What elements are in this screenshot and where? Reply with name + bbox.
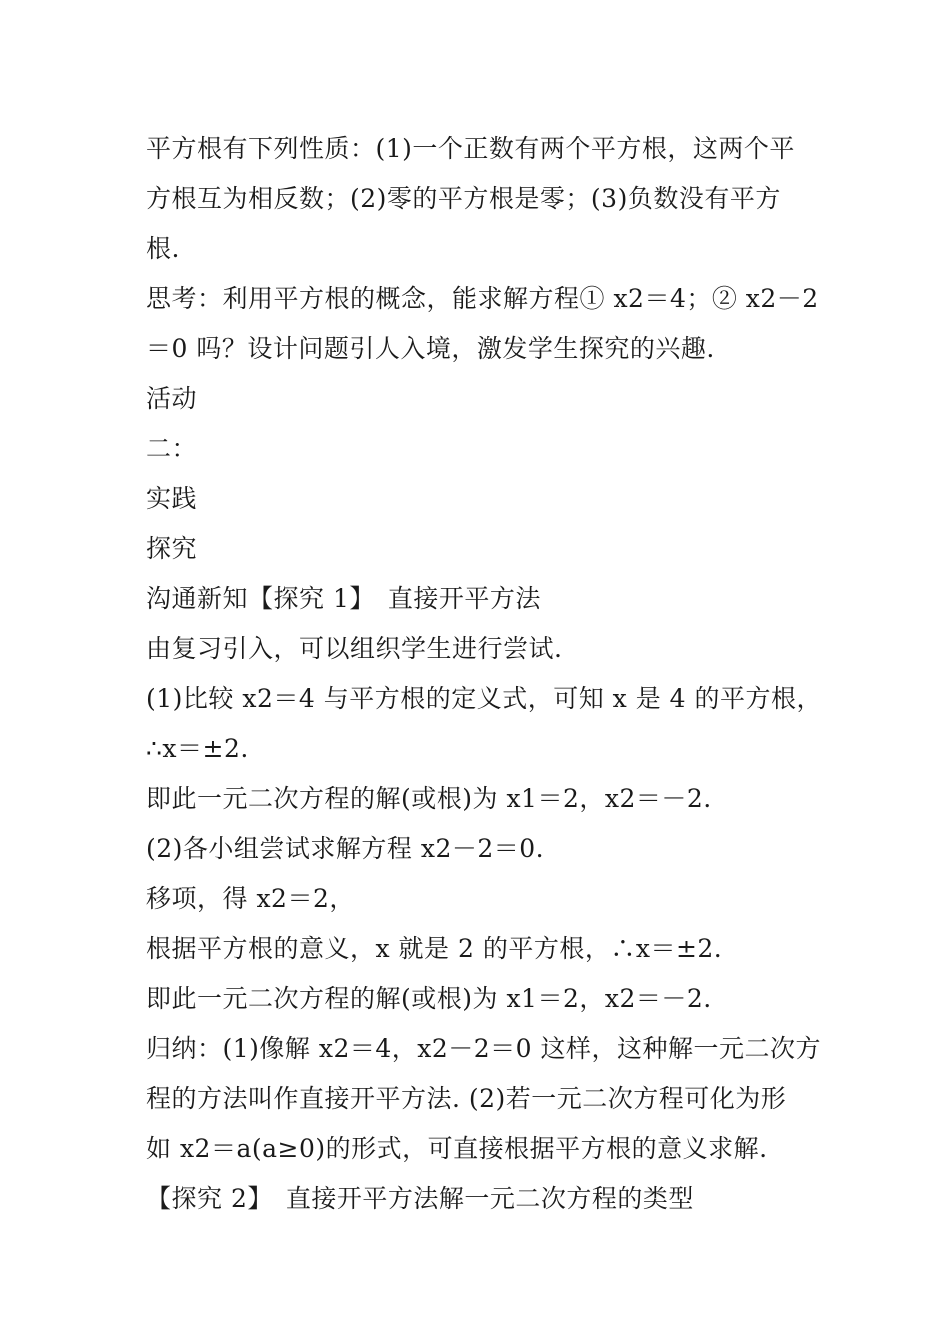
- text-line: ∴x＝±2.: [146, 734, 249, 763]
- text-line: 即此一元二次方程的解(或根)为 x1＝2，x2＝－2.: [146, 784, 712, 813]
- section-heading: 沟通新知【探究 1】 直接开平方法: [146, 584, 541, 613]
- text-line: 由复习引入，可以组织学生进行尝试.: [146, 634, 563, 663]
- section-label: 实践: [146, 484, 198, 513]
- text-line: 如 x2＝a(a≥0)的形式，可直接根据平方根的意义求解.: [146, 1134, 768, 1163]
- text-line: 移项，得 x2＝2，: [146, 884, 355, 913]
- document-body: [146, 124, 823, 1224]
- section-label: 二：: [146, 434, 198, 463]
- text-line: (2)各小组尝试求解方程 x2－2＝0.: [146, 834, 545, 863]
- text-line: 平方根有下列性质：(1)一个正数有两个平方根，这两个平: [146, 134, 795, 163]
- text-line: ＝0 吗？设计问题引人入境，激发学生探究的兴趣.: [146, 334, 715, 363]
- text-line: 即此一元二次方程的解(或根)为 x1＝2，x2＝－2.: [146, 984, 712, 1013]
- text-line: (1)比较 x2＝4 与平方根的定义式，可知 x 是 4 的平方根，: [146, 684, 823, 713]
- section-label: 活动: [146, 384, 198, 413]
- text-line: 根.: [146, 234, 180, 263]
- text-line: 根据平方根的意义，x 就是 2 的平方根，∴x＝±2.: [146, 934, 723, 963]
- text-line: 归纳：(1)像解 x2＝4，x2－2＝0 这样，这种解一元二次方: [146, 1034, 822, 1063]
- text-line: 思考：利用平方根的概念，能求解方程① x2＝4；② x2－2: [146, 284, 819, 313]
- section-heading: 【探究 2】 直接开平方法解一元二次方程的类型: [146, 1184, 694, 1213]
- text-line: 方根互为相反数；(2)零的平方根是零；(3)负数没有平方: [146, 184, 781, 213]
- section-label: 探究: [146, 534, 198, 563]
- text-line: 程的方法叫作直接开平方法. (2)若一元二次方程可化为形: [146, 1084, 787, 1113]
